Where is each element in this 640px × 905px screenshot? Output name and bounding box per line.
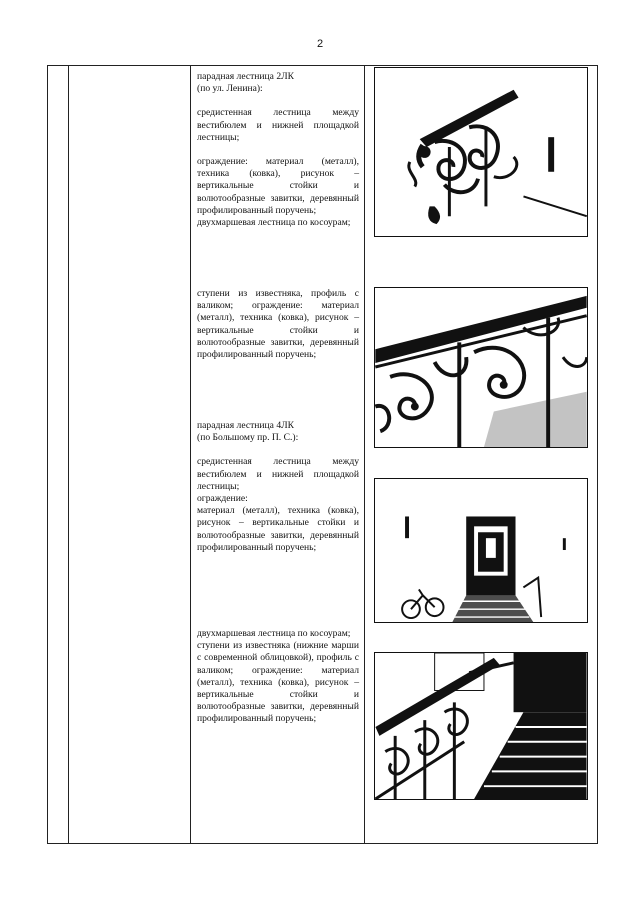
description-block-4 xyxy=(197,628,359,726)
table-col-border-5 xyxy=(597,65,598,844)
description-block-2 xyxy=(197,288,359,361)
description-paragraph: материал (металл), техника (ковка), рисунок – вертикальные стойки и волютообразные завитки, деревянный профилированный поручень; xyxy=(197,505,359,553)
description-paragraph: ступени из известняка (нижние марши с современной облицовкой), профиль с валиком; ограждение: материал (металл), техника (ковка), рисунок – вертикальные стойки и волютообразные завитки, деревянный профилированный поручень; xyxy=(197,640,359,725)
description-paragraph: ограждение: xyxy=(197,493,248,505)
wrought-iron-scroll-railing-icon xyxy=(375,288,587,447)
description-block-1 xyxy=(197,71,359,229)
vestibule-doorway-stair-icon xyxy=(375,479,587,622)
table-col-border-1 xyxy=(47,65,48,844)
description-paragraph: средистенная лестница между вестибюлем и нижней площадкой лестницы; xyxy=(197,456,359,492)
photo-two-flight-staircase xyxy=(374,652,588,800)
description-paragraph: средистенная лестница между вестибюлем и нижней площадкой лестницы; xyxy=(197,107,359,143)
description-paragraph: ограждение: материал (металл), техника (ковка), рисунок – вертикальные стойки и волютообразные завитки, деревянный профилированный поручень; xyxy=(197,156,359,216)
description-block-3 xyxy=(197,420,359,554)
table-col-border-3 xyxy=(190,65,191,844)
table-bottom-border xyxy=(47,843,598,844)
description-paragraph: двухмаршевая лестница по косоурам; xyxy=(197,217,351,229)
page-number: 2 xyxy=(316,38,324,50)
wrought-iron-railing-newel-icon xyxy=(375,68,587,236)
description-paragraph: ступени из известняка, профиль с валиком; ограждение: материал (металл), техника (ковка), рисунок – вертикальные стойки и волютообразные завитки, деревянный профилированный поручень; xyxy=(197,288,359,361)
table-col-border-4 xyxy=(364,65,365,844)
staircase-heading-line: (по ул. Ленина): xyxy=(197,83,263,95)
two-flight-staircase-railing-icon xyxy=(375,653,587,799)
photo-scroll-railing xyxy=(374,287,588,448)
table-top-border xyxy=(47,65,598,66)
table-col-border-2 xyxy=(68,65,69,844)
photo-vestibule-stair xyxy=(374,478,588,623)
photo-railing-newel xyxy=(374,67,588,237)
staircase-heading-line: (по Большому пр. П. С.): xyxy=(197,432,299,444)
staircase-heading-line: парадная лестница 4ЛК xyxy=(197,420,295,431)
staircase-heading-line: парадная лестница 2ЛК xyxy=(197,71,295,82)
description-paragraph: двухмаршевая лестница по косоурам; xyxy=(197,628,351,639)
